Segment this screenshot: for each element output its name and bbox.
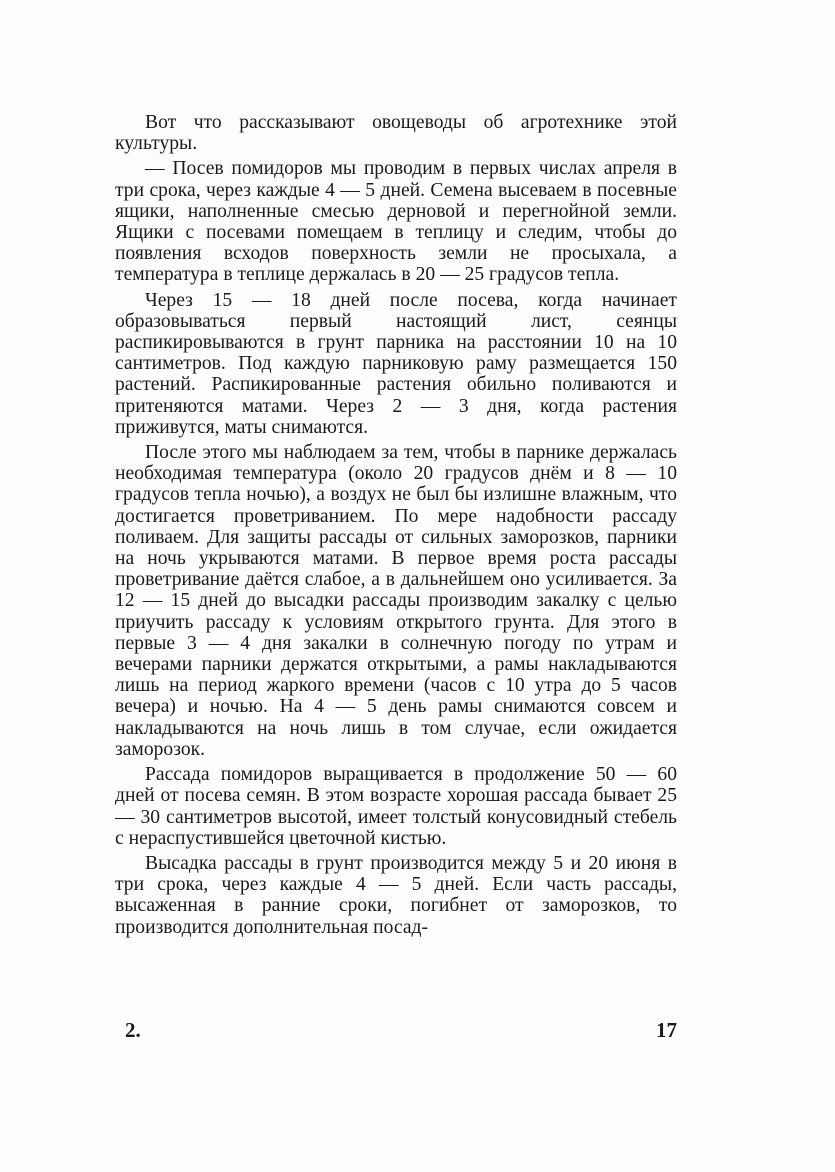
paragraph-care: После этого мы наблюдаем за тем, чтобы в парнике держалась необходимая температура (около 20 градусов днём и 8 — 10 градусов тепла ночью), а воздух не был бы излишне влажным, что достигается проветриванием. По мере надобности рассаду поливаем. Для защиты рассады от сильных заморозков, парники на ночь укрываются матами. В первое время роста рассады проветривание даётся слабое, а в дальнейшем оно усиливается. За 12 — 15 дней до высадки рассады производим закалку с целью приучить рассаду к условиям открытого грунта. Для этого в первые 3 — 4 дня закалки в солнечную погоду по утрам и вечерами парники держатся открытыми, а рамы накладываются лишь на период жаркого времени (часов с 10 утра до 5 часов вечера) и ночью. На 4 — 5 день рамы снимаются совсем и накладываются на ночь лишь в том случае, если ожидается заморозок.	[115, 442, 677, 760]
paragraph-seedlings: Рассада помидоров выращивается в продолжение 50 — 60 дней от посева семян. В этом возрасте хорошая рассада бывает 25 — 30 сантиметров высотой, имеет толстый конусовидный стебель с нераспустившейся цветочной кистью.	[115, 764, 677, 849]
paragraph-intro: Вот что рассказывают овощеводы об агротехнике этой культуры.	[115, 112, 677, 155]
paragraph-pricking: Через 15 — 18 дней после посева, когда начинает образовываться первый настоящий лист, сеянцы распикировываются в грунт парника на расстоянии 10 на 10 сантиметров. Под каждую парниковую раму размещается 150 растений. Распикированные растения обильно поливаются и притеняются матами. Через 2 — 3 дня, когда растения приживутся, маты снимаются.	[115, 289, 677, 438]
signature-mark: 2.	[125, 1018, 141, 1042]
paragraph-planting: Высадка рассады в грунт производится между 5 и 20 июня в три срока, через каждые 4 — 5 дней. Если часть рассады, высаженная в ранние сроки, погибнет от заморозков, то производится дополнительная посад-	[115, 852, 677, 938]
body-text	[115, 112, 677, 942]
paragraph-sowing: — Посев помидоров мы проводим в первых числах апреля в три срока, через каждые 4 — 5 дней. Семена высеваем в посевные ящики, наполненные смесью дерновой и перегнойной земли. Ящики с посевами помещаем в теплицу и следим, чтобы до появления всходов поверхность земли не просыхала, а температура в теплице держалась в 20 — 25 градусов тепла.	[115, 158, 677, 286]
page-number: 17	[656, 1018, 677, 1042]
